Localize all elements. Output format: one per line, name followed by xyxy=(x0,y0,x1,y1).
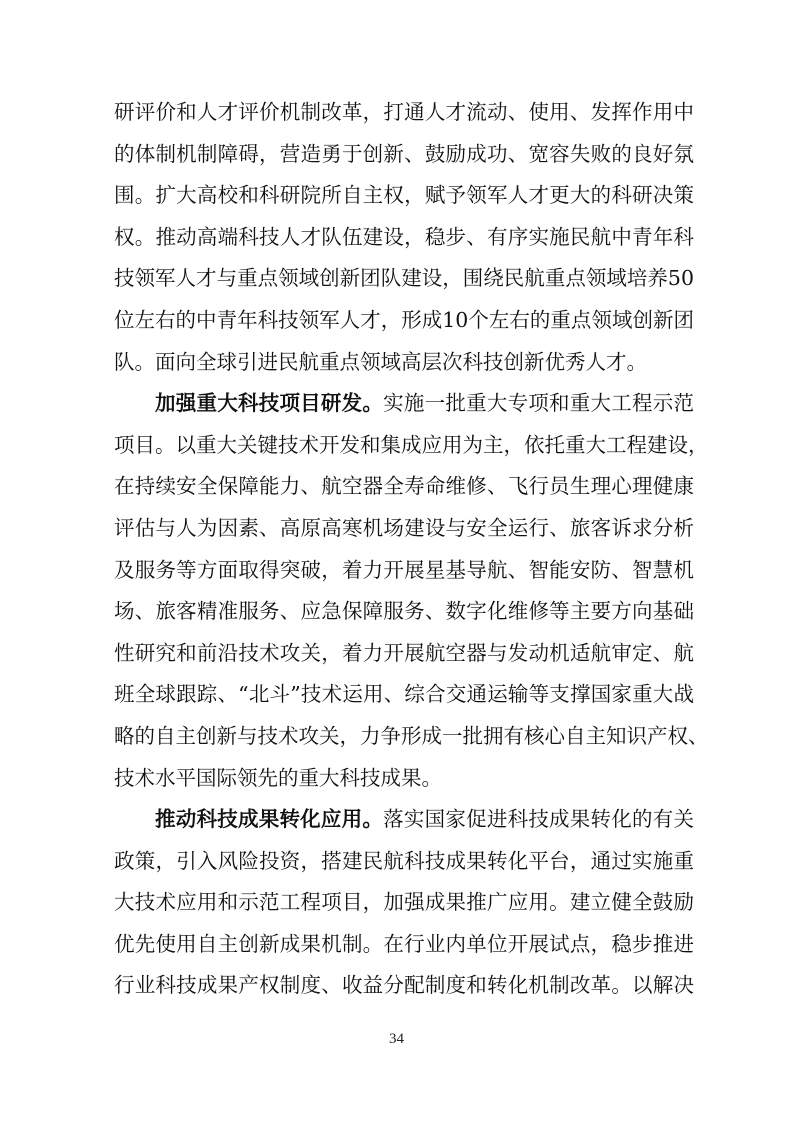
text-line: 场、旅客精准服务、应急保障服务、数字化维修等主要方向基础 xyxy=(114,599,694,624)
body-text xyxy=(114,92,709,1007)
paragraph-heading: 加强重大科技项目研发。 xyxy=(155,391,384,416)
text-line: 及服务等方面取得突破，着力开展星基导航、智能安防、智慧机 xyxy=(114,557,694,582)
paragraph-major-projects xyxy=(114,383,709,799)
page-number: 34 xyxy=(389,1031,404,1047)
text-line: 落实国家促进科技成果转化的有关 xyxy=(383,807,694,832)
paragraph-talent-reform xyxy=(114,92,694,383)
paragraph-first-line xyxy=(114,383,694,425)
text-line: 权。推动高端科技人才队伍建设，稳步、有序实施民航中青年科 xyxy=(114,224,694,249)
text-line: 技领军人才与重点领域创新团队建设，围绕民航重点领域培养50 xyxy=(114,266,694,291)
text-line: 实施一批重大专项和重大工程示范 xyxy=(383,391,694,416)
text-line: 班全球跟踪、“北斗”技术运用、综合交通运输等支撑国家重大战 xyxy=(114,682,694,707)
text-line: 技术水平国际领先的重大科技成果。 xyxy=(114,765,442,790)
text-line: 大技术应用和示范工程项目，加强成果推广应用。建立健全鼓励 xyxy=(114,890,694,915)
text-line: 研评价和人才评价机制改革，打通人才流动、使用、发挥作用中 xyxy=(114,100,694,124)
text-line: 优先使用自主创新成果机制。在行业内单位开展试点，稳步推进 xyxy=(114,931,694,956)
text-line: 的体制机制障碍，营造勇于创新、鼓励成功、宽容失败的良好氛 xyxy=(114,141,694,166)
text-line: 队。面向全球引进民航重点领域高层次科技创新优秀人才。 xyxy=(114,349,647,374)
text-line: 在持续安全保障能力、航空器全寿命维修、飞行员生理心理健康 xyxy=(114,474,694,499)
text-line: 围。扩大高校和科研院所自主权，赋予领军人才更大的科研决策 xyxy=(114,183,694,208)
paragraph-first-line xyxy=(114,799,694,841)
text-line: 政策，引入风险投资，搭建民航科技成果转化平台，通过实施重 xyxy=(114,848,694,873)
text-line: 略的自主创新与技术攻关，力争形成一批拥有核心自主知识产权、 xyxy=(114,723,709,748)
text-line: 项目。以重大关键技术开发和集成应用为主，依托重大工程建设， xyxy=(114,432,709,457)
text-line: 行业科技成果产权制度、收益分配制度和转化机制改革。以解决 xyxy=(114,973,694,998)
text-line: 性研究和前沿技术攻关，着力开展航空器与发动机适航审定、航 xyxy=(114,640,694,665)
paragraph-tech-transfer xyxy=(114,799,694,1007)
text-line: 位左右的中青年科技领军人才，形成10个左右的重点领域创新团 xyxy=(114,307,694,332)
paragraph-heading: 推动科技成果转化应用。 xyxy=(155,807,384,832)
text-line: 评估与人为因素、高原高寒机场建设与安全运行、旅客诉求分析 xyxy=(114,515,694,540)
